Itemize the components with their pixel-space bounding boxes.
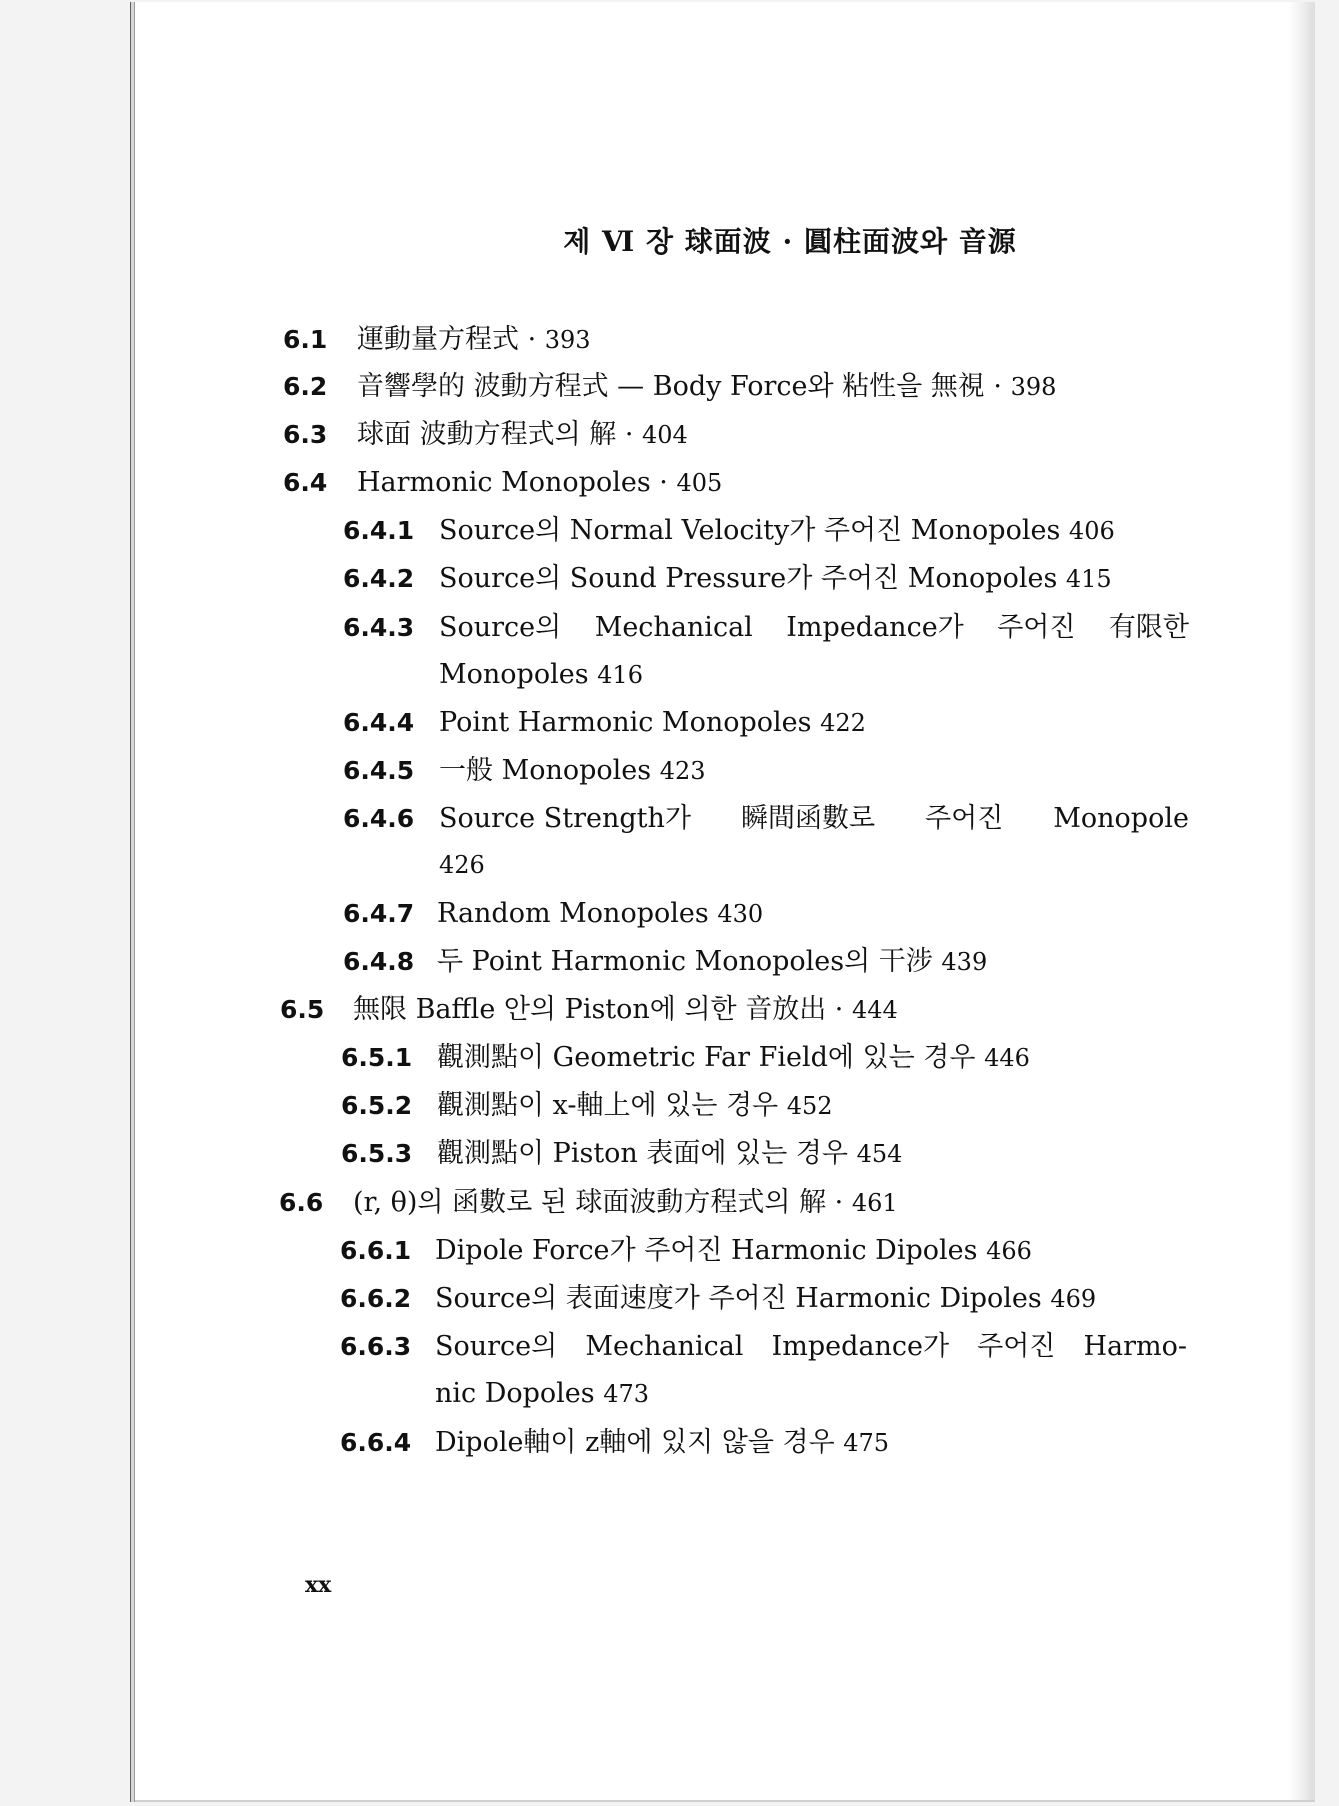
section-number: 6.4 — [283, 468, 328, 497]
subsection-title: Source의 表面速度가 주어진 Harmonic Dipoles — [435, 1283, 1042, 1314]
page-separator: · — [984, 371, 1011, 402]
subsection-number: 6.5.3 — [341, 1139, 413, 1168]
toc-entry-6-3[interactable] — [357, 418, 688, 452]
subsection-number: 6.4.3 — [343, 613, 415, 642]
title-word: 주어진 — [925, 803, 1004, 834]
toc-entry-6-5[interactable] — [353, 993, 898, 1027]
title-word: Harmo- — [1083, 1331, 1187, 1362]
toc-entry-6-5-1[interactable] — [437, 1041, 1030, 1075]
page-separator: · — [616, 419, 642, 450]
subsection-title: Source의 Normal Velocity가 주어진 Monopoles — [439, 515, 1061, 546]
toc-entry-6-6[interactable] — [353, 1186, 898, 1220]
toc-entry-6-4-3-line1[interactable] — [439, 611, 1189, 645]
subsection-title: Random Monopoles — [437, 898, 709, 929]
page-number: 406 — [1068, 517, 1115, 545]
title-word: 有限한 — [1108, 612, 1189, 643]
subsection-number: 6.4.2 — [343, 564, 415, 593]
page-number: 469 — [1050, 1285, 1097, 1313]
subsection-number: 6.4.7 — [343, 899, 415, 928]
page-number: 398 — [1010, 373, 1057, 401]
subsection-title: 觀測點이 Piston 表面에 있는 경우 — [437, 1138, 848, 1169]
toc-entry-6-4-5[interactable] — [439, 754, 706, 788]
section-number: 6.6 — [279, 1188, 324, 1217]
section-title: 運動量方程式 — [357, 324, 519, 355]
title-word: Monopole — [1053, 803, 1189, 834]
toc-entry-6-4-6-line2[interactable] — [439, 848, 485, 882]
section-number: 6.1 — [283, 325, 328, 354]
table-of-contents — [135, 2, 1315, 1802]
subsection-title: 一般 Monopoles — [439, 755, 652, 786]
subsection-title: 觀測點이 x-軸上에 있는 경우 — [437, 1090, 779, 1121]
toc-entry-6-4-7[interactable] — [437, 897, 763, 931]
subsection-title: Dipole Force가 주어진 Harmonic Dipoles — [435, 1235, 978, 1266]
section-title: 無限 Baffle 안의 Piston에 의한 音放出 — [353, 994, 827, 1025]
toc-entry-6-4[interactable] — [357, 466, 722, 500]
subsection-title: 두 Point Harmonic Monopoles의 干涉 — [437, 946, 933, 977]
title-word: Impedance가 — [786, 612, 964, 643]
toc-entry-6-1[interactable] — [357, 323, 591, 357]
folio-page-number: xx — [305, 1572, 332, 1598]
subsection-number: 6.4.6 — [343, 804, 415, 833]
subsection-number: 6.4.1 — [343, 516, 415, 545]
subsection-number: 6.4.5 — [343, 756, 415, 785]
title-word: 瞬間函數로 — [740, 803, 876, 834]
toc-entry-6-6-1[interactable] — [435, 1234, 1032, 1268]
subsection-number: 6.5.1 — [341, 1043, 413, 1072]
section-number: 6.2 — [283, 372, 328, 401]
toc-entry-6-6-3-line2[interactable] — [435, 1377, 649, 1411]
document-page — [134, 2, 1315, 1802]
page-separator: · — [826, 1187, 852, 1218]
subsection-number: 6.4.8 — [343, 947, 415, 976]
title-word: 주어진 — [997, 612, 1076, 643]
subsection-number: 6.6.2 — [340, 1284, 412, 1313]
subsection-title: Source의 Sound Pressure가 주어진 Monopoles — [439, 563, 1058, 594]
page-number: 430 — [717, 900, 764, 928]
page-separator: · — [650, 467, 677, 498]
subsection-number: 6.5.2 — [341, 1091, 413, 1120]
toc-entry-6-2[interactable] — [357, 370, 1056, 404]
page-separator: · — [519, 324, 545, 355]
page-number: 422 — [820, 709, 866, 737]
section-number: 6.3 — [283, 420, 328, 449]
toc-entry-6-5-3[interactable] — [437, 1137, 902, 1171]
page-number: 439 — [941, 948, 988, 976]
subsection-number: 6.6.4 — [340, 1428, 412, 1457]
page-number: 444 — [851, 996, 898, 1024]
subsection-title: 觀測點이 Geometric Far Field에 있는 경우 — [437, 1042, 976, 1073]
page-number: 415 — [1065, 565, 1112, 593]
section-title: (r, θ)의 函數로 된 球面波動方程式의 解 — [353, 1187, 827, 1218]
title-word: Source의 — [435, 1331, 558, 1362]
page-number: 404 — [642, 421, 688, 449]
section-number: 6.5 — [280, 995, 325, 1024]
page-number: 426 — [439, 851, 485, 879]
chapter-title: 제 Ⅵ 장 球面波 · 圓柱面波와 音源 — [563, 225, 1017, 258]
toc-entry-6-5-2[interactable] — [437, 1089, 833, 1123]
toc-entry-6-6-4[interactable] — [435, 1426, 889, 1460]
toc-entry-6-4-4[interactable] — [439, 706, 866, 740]
title-word: Mechanical — [585, 1331, 744, 1362]
toc-entry-6-4-1[interactable] — [439, 514, 1115, 548]
page-number: 405 — [676, 469, 723, 497]
subsection-number: 6.6.3 — [340, 1332, 412, 1361]
title-word: 주어진 — [977, 1331, 1056, 1362]
title-continuation: nic Dopoles — [435, 1378, 595, 1409]
toc-entry-6-4-6-line1[interactable] — [439, 802, 1189, 836]
page-number: 454 — [856, 1140, 903, 1168]
subsection-title: Point Harmonic Monopoles — [439, 707, 812, 738]
section-title: 球面 波動方程式의 解 — [357, 419, 617, 450]
toc-entry-6-4-8[interactable] — [437, 945, 987, 979]
section-title: 音響學的 波動方程式 — Body Force와 粘性을 無視 — [357, 371, 985, 402]
section-title: Harmonic Monopoles — [357, 467, 651, 498]
title-word: Impedance가 — [771, 1331, 950, 1362]
page-number: 452 — [786, 1092, 833, 1120]
toc-entry-6-4-3-line2[interactable] — [439, 658, 643, 692]
page-number: 461 — [851, 1189, 898, 1217]
title-word: Mechanical — [594, 612, 753, 643]
page-number: 393 — [544, 326, 591, 354]
subsection-title: Dipole軸이 z軸에 있지 않을 경우 — [435, 1427, 835, 1458]
toc-entry-6-4-2[interactable] — [439, 562, 1112, 596]
subsection-number: 6.4.4 — [343, 708, 415, 737]
subsection-number: 6.6.1 — [340, 1236, 412, 1265]
page-number: 466 — [986, 1237, 1032, 1265]
toc-entry-6-6-2[interactable] — [435, 1282, 1096, 1316]
page-number: 423 — [659, 757, 706, 785]
title-word: Source Strength가 — [439, 803, 691, 834]
page-number: 446 — [984, 1044, 1030, 1072]
title-word: Source의 — [439, 612, 562, 643]
toc-entry-6-6-3-line1[interactable] — [435, 1330, 1187, 1364]
page-separator: · — [826, 994, 852, 1025]
page-number: 416 — [597, 661, 643, 689]
page-number: 475 — [843, 1429, 890, 1457]
page-number: 473 — [603, 1380, 650, 1408]
title-continuation: Monopoles — [439, 659, 589, 690]
